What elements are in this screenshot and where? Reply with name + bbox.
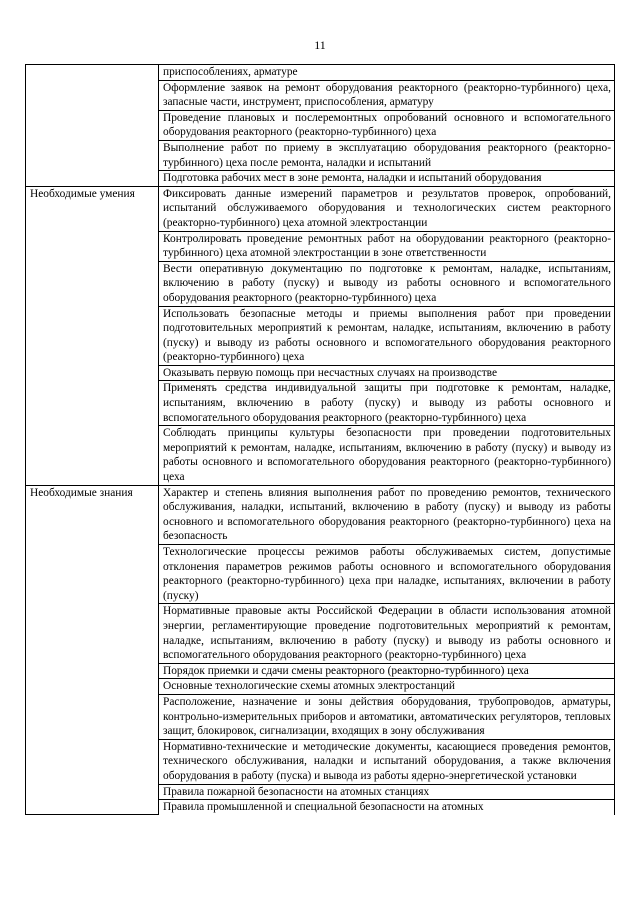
table-cell: приспособлениях, арматуре xyxy=(159,65,615,81)
table-cell: Проведение плановых и послеремонтных опробований основного и вспомогательного оборудования реакторного (реакторно-турбинного) цеха xyxy=(159,110,615,140)
table-cell: Нормативные правовые акты Российской Федерации в области использования атомной энергии, регламентирующие проведение подготовительных мероприятий к ремонтам, наладке, испытаниям, включению в работу (пуску) и выводу из работы основного и вспомогательного оборудования реакторного (реакторно-турбинного) цеха xyxy=(159,604,615,663)
table-cell: Правила промышленной и специальной безопасности на атомных xyxy=(159,800,615,815)
table-cell: Расположение, назначение и зоны действия оборудования, трубопроводов, арматуры, контрольно-измерительных приборов и автоматики, автоматических регуляторов, тепловых защит, блокировок, сигнализации, входящих в зону обслуживания xyxy=(159,694,615,739)
table-cell: Характер и степень влияния выполнения работ по проведению ремонтов, технического обслуживания, наладки, испытаний, включению в работу (пуску) и выводу из работы основного и вспомогательного оборудования реакторного (реакторно-турбинного) цеха на безопасность xyxy=(159,485,615,544)
page-number: 11 xyxy=(314,38,326,52)
section-label xyxy=(26,65,159,187)
requirements-table xyxy=(25,64,615,815)
table-cell: Правила пожарной безопасности на атомных станциях xyxy=(159,784,615,800)
table-cell: Нормативно-технические и методические документы, касающиеся проведения ремонтов, технического обслуживания, наладки и испытаний оборудования, а также включения оборудования в работу (пуска) и вывода из работы ядерно-энергетической установки xyxy=(159,739,615,784)
table-row xyxy=(26,186,615,231)
table-cell: Вести оперативную документацию по подготовке к ремонтам, наладке, испытаниям, включению в работу (пуску) и выводу из работы основного и вспомогательного оборудования реакторного (реакторно-турбинного) цеха xyxy=(159,261,615,306)
table-cell: Соблюдать принципы культуры безопасности при проведении подготовительных мероприятий к ремонтам, наладке, испытаниям, включению в работу (пуску) и выводу из работы основного и вспомогательного оборудования реакторного (реакторно-турбинного) цеха xyxy=(159,426,615,485)
table-cell: Контролировать проведение ремонтных работ на оборудовании реакторного (реакторно-турбинного) цеха атомной электростанции в зоне ответственности xyxy=(159,231,615,261)
table-cell: Оказывать первую помощь при несчастных случаях на производстве xyxy=(159,365,615,381)
table-cell: Подготовка рабочих мест в зоне ремонта, наладки и испытаний оборудования xyxy=(159,171,615,187)
table-cell: Основные технологические схемы атомных электростанций xyxy=(159,679,615,695)
table-cell: Технологические процессы режимов работы обслуживаемых систем, допустимые отклонения параметров режимов работы основного и вспомогательного оборудования реакторного (реакторно-турбинного) цеха при наладке, испытаниях, включении в работу (пуску) xyxy=(159,545,615,604)
table-cell: Порядок приемки и сдачи смены реакторного (реакторно-турбинного) цеха xyxy=(159,663,615,679)
table-cell: Применять средства индивидуальной защиты при подготовке к ремонтам, наладке, испытаниям, включению в работу (пуску) и выводу из работы основного и вспомогательного оборудования реакторного (реакторно-турбинного) цеха xyxy=(159,381,615,426)
table-cell: Оформление заявок на ремонт оборудования реакторного (реакторно-турбинного) цеха, запасные части, инструмент, приспособления, арматуру xyxy=(159,80,615,110)
table-row xyxy=(26,65,615,81)
section-label: Необходимые умения xyxy=(26,186,159,485)
table-row xyxy=(26,485,615,544)
table-cell: Выполнение работ по приему в эксплуатацию оборудования реакторного (реакторно-турбинного) цеха после ремонта, наладки и испытаний xyxy=(159,140,615,170)
table-cell: Использовать безопасные методы и приемы выполнения работ при проведении подготовительных мероприятий к ремонтам, наладке, испытаниям, включению в работу (пуску) и выводу из работы основного и вспомогательного оборудования реакторного (реакторно-турбинного) цеха xyxy=(159,306,615,365)
table-cell: Фиксировать данные измерений параметров и результатов проверок, опробований, испытаний обслуживаемого оборудования и технологических систем реакторного (реакторно-турбинного) цеха атомной электростанции xyxy=(159,186,615,231)
section-label: Необходимые знания xyxy=(26,485,159,815)
